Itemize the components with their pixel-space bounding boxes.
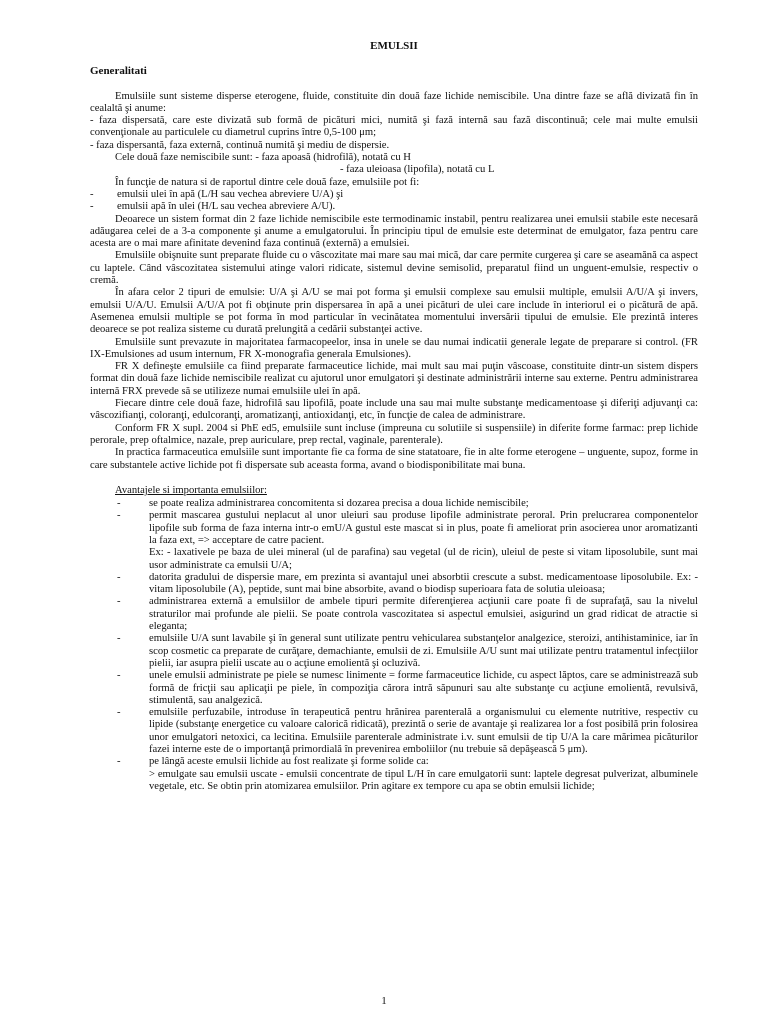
- list-item-text: pe lângă aceste emulsii lichide au fost realizate şi forme solide ca:: [149, 756, 429, 768]
- list-item: [90, 633, 698, 670]
- dash-marker: -: [117, 670, 121, 682]
- paragraph-common-emulsions: Emulsiile obişnuite sunt preparate fluide cu o vâscozitate mai mare sau mai mică, dar care permite curgerea şi care se aseamănă ca aspect cu laptele. Când vâscozitatea sistemului atinge valori ridicate, sistemul devine semisolid, preparatul fiind un unguent-emulsie, respectiv o cremă.: [90, 250, 698, 287]
- list-item-example: Ex: - laxativele pe baza de ulei mineral (ul de parafina) sau vegetal (ul de ricin), uleiul de peste si vitam liposolubile, sunt mai usor administrate ca emulsii U/A;: [149, 547, 698, 571]
- list-item: [90, 707, 698, 756]
- list-item: [90, 498, 698, 510]
- list-item: [90, 756, 698, 793]
- list-item: [90, 596, 698, 633]
- list-item-text: datorita gradului de dispersie mare, em prezinta si avantajul unei absorbtii crescute a subst. medicamentoase liposolubile. Ex: - vitam liposolubile (A), peptide, sunt mai bine absorbite, avand o biodisp superioara fata de solutia uleioasa;: [149, 571, 698, 596]
- list-item-text: emulsiile U/A sunt lavabile şi în general sunt utilizate pentru vehicularea substanţelor analgezice, steroizi, antihistaminice, iar în scop cosmetic ca preparate de curăţare, demachiante, emulsii de zi. Emulsiile A/U sunt mai utilizate pentru tratamentul infecţiilor pielii, iar asupra pielii uscate au o acţiune emolientă şi ocluzivă.: [149, 633, 698, 669]
- list-item-text: se poate realiza administrarea concomitenta si dozarea precisa a doua lichide nemiscibile;: [149, 498, 529, 510]
- paragraph-oil-phase: - faza uleioasa (lipofila), notată cu L: [340, 164, 495, 176]
- list-item: [90, 201, 698, 213]
- list-item-text: emulsii ulei în apă (L/H sau vechea abreviere U/A) şi: [117, 188, 344, 200]
- list-item: [90, 189, 698, 201]
- dash-marker: -: [117, 707, 121, 719]
- list-item: [90, 572, 698, 597]
- list-item: [90, 670, 698, 707]
- document-page: [90, 40, 698, 793]
- paragraph-frx-definition: FR X defineşte emulsiile ca fiind preparate farmaceutice lichide, mai mult sau mai puţin vâscoase, constituite dintr-un sistem dispers format din două faze lichide nemiscibile realizat cu ajutorul unor emulgatori şi destinate administrării interne sau externe. Pentru administrarea internă FRX prevede să se utilizeze numai emulsiile ulei în apă.: [90, 361, 698, 397]
- list-item: [90, 510, 698, 571]
- dash-marker: -: [117, 756, 121, 768]
- dash-marker: -: [117, 498, 121, 510]
- paragraph-dispersing-phase: - faza dispersantă, faza externă, continuă numită şi mediu de dispersie.: [90, 139, 390, 151]
- list-item-text: emulsiile perfuzabile, introduse în terapeutică pentru hrănirea parenterală a organismului cu elemente nutritive, respectiv cu lipide (substanţe energetice cu valoare calorică ridicată), prezintă o serie de avantaje şi realizarea lor a fost posibilă prin folosirea unor emulgatori netoxici, ca lecitina. Emulsiile parenterale administrate i.v. sunt emulsii de tip U/A la care mărimea picăturilor fazei interne este de o importanţă primordială în prevenirea emboliilor (nu trebuie să depăşească 5 μm).: [149, 707, 698, 756]
- paragraph-dispersed-phase: - faza dispersată, care este divizată sub formă de picături mici, numită şi fază internă sau fază discontinuă; cele mai multe emulsii convenţionale au particulele cu diametrul cuprins între 0,5-100 μm;: [90, 115, 698, 139]
- dash-marker: -: [117, 510, 121, 522]
- list-item-text: unele emulsii administrate pe piele se numesc linimente = forme farmaceutice lichide, cu aspect lăptos, care se administrează sub formă de fricţii sau aplicaţii pe piele, în compoziţia cărora intră săpunuri sau alte substanţe cu acţiune emolientă, revulsivă, stimulentă, sau analgezică.: [149, 670, 698, 706]
- advantages-heading: Avantajele si importanta emulsiilor:: [115, 484, 267, 496]
- list-item-detail: > emulgate sau emulsii uscate - emulsii concentrate de tipul L/H în care emulgatorii sunt: laptele degresat pulverizat, albuminele vegetale, etc. Se obtin prin atomizarea emulsiilor. Prin agitare ex tempore cu apa se obtin emulsii lichide;: [149, 768, 698, 792]
- list-item-text: permit mascarea gustului neplacut al unor uleiuri sau produse lipofile administrate peroral. Prin prelucrarea componentelor lipofile sub forma de faza interna intr-o emU/A gustul este mascat si in plus, poate fi ameliorat prin asocierea unor aromatizanti la faza ext, => acceptare de catre pacient.: [149, 510, 698, 546]
- document-title: EMULSII: [370, 40, 418, 52]
- paragraph-pharmacopoeias: Emulsiile sunt prevazute in majoritatea farmacopeelor, insa in unele se dau numai indicatii generale legate de preparare si control. (FR IX-Emulsiones ad usum internum, FR X-monografia generala Emulsiones).: [90, 336, 698, 360]
- paragraph-adjuvants: Fiecare dintre cele două faze, hidrofilă sau lipofilă, poate include una sau mai multe substanţe medicamentoase şi diferiţi adjuvanţi ca: vâscozifianţi, coloranţi, edulcoranţi, aromatizanţi, antioxidanţi, etc, în funcţie de calea de administrare.: [90, 398, 698, 422]
- dash-marker: -: [117, 571, 121, 583]
- dash-marker: -: [90, 201, 94, 213]
- section-heading: Generalitati: [90, 65, 147, 78]
- list-item-text: administrarea externă a emulsiilor de ambele tipuri permite diferenţierea acţiunii care poate fi de suprafaţă, sau la nivelul straturilor mai profunde ale pielii. Se poate controla vascozitatea si aspectul emulsiei, asigurind un grad ridicat de atractie si eleganta;: [149, 596, 698, 633]
- paragraph-practice: In practica farmaceutica emulsiile sunt importante fie ca forma de sine statatoare, fie in alte forme eterogene – unguente, supoz, forme in care substantele active lichide pot fi dispersate sub aceasta forma, avand o biodisponibilitate mai buna.: [90, 447, 698, 471]
- paragraph-definition: Emulsiile sunt sisteme disperse eterogene, fluide, constituite din două faze lichide nemiscibile. Una dintre faze se află divizată fin în cealaltă şi anume:: [90, 90, 698, 114]
- dash-marker: -: [90, 188, 94, 200]
- page-number: 1: [381, 995, 387, 1007]
- paragraph-phases: Cele două faze nemiscibile sunt: - faza apoasă (hidrofilă), notată cu H: [115, 152, 411, 164]
- dash-marker: -: [117, 596, 121, 608]
- paragraph-frx-supplement: Conform FR X supl. 2004 si PhE ed5, emulsiile sunt incluse (impreuna cu solutiile si suspensiile) in diferite forme farmac: prep lichide perorale, prep oftalmice, nazale, prep auriculare, prep rectal, vaginale, parenterale).: [90, 422, 698, 446]
- advantages-list: [90, 498, 698, 793]
- dash-marker: -: [117, 633, 121, 645]
- paragraph-stability: Deoarece un sistem format din 2 faze lichide nemiscibile este termodinamic instabil, pentru realizarea unei emulsii stabile este necesară adăugarea celei de a 3-a componente şi anume a emulgatorului. În principiu tipul de emulsie este determinat de emulgator, faza pentru care acesta are o mai mare afinitate devenind faza continuă (externă) a emulsiei.: [90, 213, 698, 250]
- paragraph-multiple-emulsions: În afara celor 2 tipuri de emulsie: U/A şi A/U se mai pot forma şi emulsii complexe sau emulsii multiple, emulsii A/U/A şi invers, emulsii U/A/U. Emulsii A/U/A pot fi obţinute prin dispersarea în apă a unei picături de ulei care include în interiorul ei o picătură de apă. Asemenea emulsii multiple se pot forma în mod particular în vecinătatea momentului inversării tipului de emulsie. Ele prezintă interes deoarece se pot realiza sisteme cu durată prelungită a cedării substanţei active.: [90, 287, 698, 336]
- paragraph-types-intro: În funcţie de natura si de raportul dintre cele două faze, emulsiile pot fi:: [115, 176, 420, 188]
- list-item-text: emulsii apă în ulei (H/L sau vechea abreviere A/U).: [117, 201, 336, 213]
